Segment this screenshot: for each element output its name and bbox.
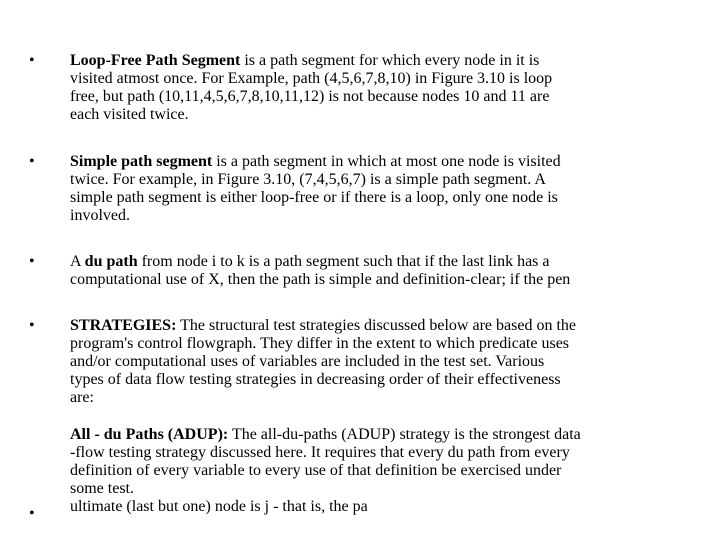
item-term: du path [84, 253, 138, 270]
bullet: • [29, 153, 35, 170]
item-text [70, 52, 688, 124]
item-text [70, 426, 688, 516]
bullet: • [29, 505, 35, 522]
item-body: from node i to k is a path segment such that if the last link has a computational use of X, then the path is simple and definition-clear; if the pen [70, 253, 571, 288]
item-term: Simple path segment [70, 153, 213, 170]
item-text [70, 253, 688, 289]
item-term: All - du Paths (ADUP): [70, 426, 229, 443]
item-text [70, 317, 688, 407]
bullet: • [29, 253, 35, 270]
item-prefix: A [70, 253, 85, 270]
item-body: is a path segment in which at most one node is visited twice. For example, in Figure 3.10, (7,4,5,6,7) is a simple path segment. A simple path segment is either loop-free or if there is a loop, only one node is involved. [70, 153, 561, 224]
bullet: • [29, 52, 35, 69]
item-term: STRATEGIES: [70, 317, 177, 334]
item-term: Loop-Free Path Segment [70, 52, 241, 69]
item-body: The all-du-paths (ADUP) strategy is the strongest data -flow testing strategy discussed here. It requires that every du path from every definition of every variable to every use of that definition be exercised under some test. ultimate (last but one) node is j - that is, the pa [70, 426, 581, 515]
item-body: is a path segment for which every node in it is visited atmost once. For Example, path (4,5,6,7,8,10) in Figure 3.10 is loop free, but path (10,11,4,5,6,7,8,10,11,12) is not because nodes 10 and 11 are each visited twice. [70, 52, 553, 123]
item-text [70, 153, 688, 225]
bullet: • [29, 317, 35, 334]
item-body: The structural test strategies discussed below are based on the program's control flowgraph. They differ in the extent to which predicate uses and/or computational uses of variables are included in the test set. Various types of data flow testing strategies in decreasing order of their effectiveness are: [70, 317, 576, 406]
